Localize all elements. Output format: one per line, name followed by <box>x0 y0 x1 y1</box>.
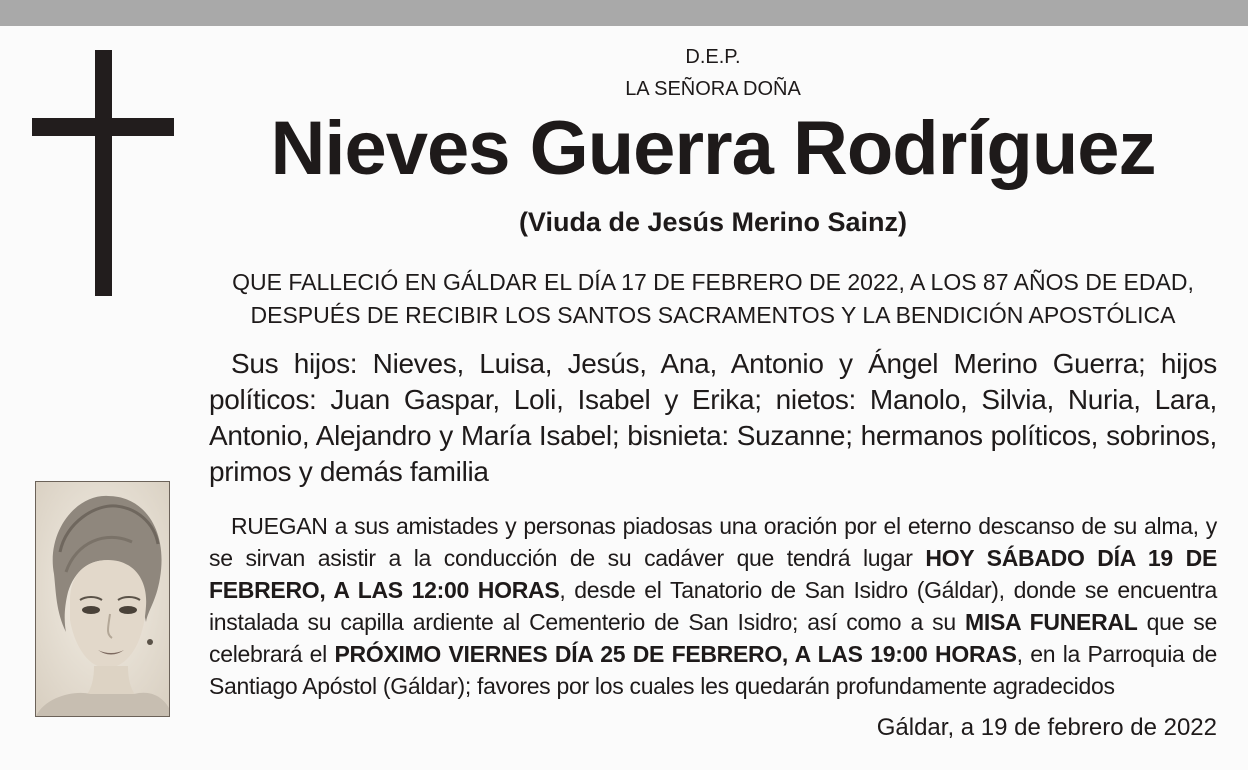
ruegan-bold-1: HOY SÁBADO DÍA 19 DE FEBRERO, A LAS 12:00 HORAS <box>209 545 1218 603</box>
family-paragraph: Sus hijos: Nieves, Luisa, Jesús, Ana, Antonio y Ángel Merino Guerra; hijos políticos: Juan Gaspar, Loli, Isabel y Erika; nietos: Manolo, Silvia, Nuria, Lara, Antonio, Alejandro y María Isabel; bisnieta: Suzanne; hermanos políticos, sobrinos, primos y demás familia <box>209 348 1217 487</box>
title-label: LA SEÑORA DOÑA <box>625 78 801 100</box>
place-date: Gáldar, a 19 de febrero de 2022 <box>876 714 1217 741</box>
obituary-card <box>0 26 1248 770</box>
ruegan-bold-2: MISA FUNERAL <box>965 609 1138 635</box>
ruegan-bold-3: PRÓXIMO VIERNES DÍA 25 DE FEBRERO, A LAS 19:00 HORAS <box>334 641 1017 667</box>
passed-line-1: QUE FALLECIÓ EN GÁLDAR EL DÍA 17 DE FEBRERO DE 2022, A LOS 87 AÑOS DE EDAD, <box>232 269 1194 295</box>
widow-line: (Viuda de Jesús Merino Sainz) <box>518 207 908 237</box>
portrait-icon <box>36 482 169 716</box>
ruegan-paragraph <box>209 510 1217 702</box>
passed-notice <box>200 266 1226 332</box>
deceased-name: Nieves Guerra Rodríguez <box>270 106 1156 191</box>
ruegan-text-4: , en la Parroquia de Santiago Apóstol (Gáldar); favores por los cuales les quedarán profundamente agradecidos <box>209 641 1218 699</box>
ruegan-text-1: RUEGAN a sus amistades y personas piadosas una oración por el eterno descanso de su alma, y se sirvan asistir a la conducción de su cadáver que tendrá lugar <box>209 513 1217 571</box>
ruegan-text-3: que se celebrará el <box>209 609 1217 667</box>
passed-line-2: DESPUÉS DE RECIBIR LOS SANTOS SACRAMENTOS Y LA BENDICIÓN APOSTÓLICA <box>250 302 1176 328</box>
ruegan-text-2: , desde el Tanatorio de San Isidro (Gáldar), donde se encuentra instalada su capilla ardiente al Cementerio de San Isidro; así como a su <box>209 577 1218 635</box>
portrait-photo <box>35 481 170 717</box>
dep-label: D.E.P. <box>685 46 741 68</box>
